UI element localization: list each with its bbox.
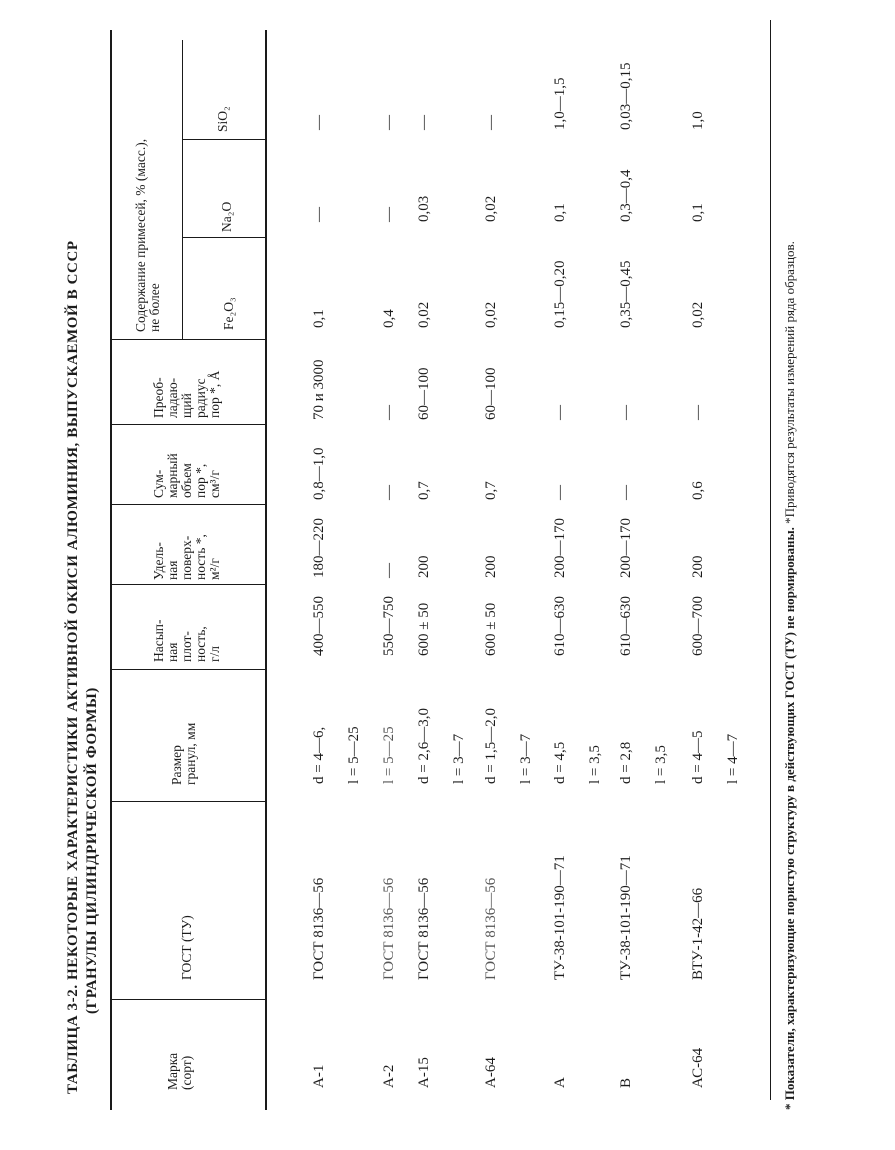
table-title-line-2: (ГРАНУЛЫ ЦИЛИНДРИЧЕСКОЙ ФОРМЫ) (84, 687, 100, 1014)
cell-volume: — (552, 485, 568, 500)
cell-density: 550—750 (381, 596, 397, 656)
cell-density: 600 ± 50 (416, 602, 432, 656)
cell-surface: 200 (483, 555, 499, 578)
col-sep-6 (112, 424, 265, 425)
cell-radius: 60—100 (483, 367, 499, 420)
cell-radius: — (618, 405, 634, 420)
cell-volume: 0,8—1,0 (311, 447, 327, 500)
header-radius: Преоб- ладаю- щий радиус пор *, Å (151, 370, 222, 418)
cell-na2o: 0,1 (690, 203, 706, 222)
cell-density: 610—630 (552, 596, 568, 656)
footnote (782, 30, 798, 1110)
cell-gost: ВТУ-1-42—66 (690, 887, 706, 980)
cell-size-l: l = 3—7 (451, 733, 467, 784)
col-sep-8 (182, 237, 265, 238)
footnote-rule (770, 20, 771, 1100)
cell-surface: 180—220 (311, 518, 327, 578)
cell-volume: — (381, 485, 397, 500)
cell-na2o: 0,02 (483, 195, 499, 222)
cell-sio2: 1,0—1,5 (552, 77, 568, 130)
cell-density: 400—550 (311, 596, 327, 656)
cell-gost: ГОСТ 8136—56 (381, 877, 397, 980)
cell-surface: 200—170 (552, 518, 568, 578)
cell-density: 610—630 (618, 596, 634, 656)
cell-sio2: 0,03—0,15 (618, 62, 634, 130)
cell-fe2o3: 0,02 (690, 301, 706, 328)
cell-radius: 60—100 (416, 367, 432, 420)
cell-size-d: d = 4,5 (552, 741, 568, 784)
header-na2o: Na₂O (219, 201, 234, 232)
cell-na2o: 0,1 (552, 203, 568, 222)
cell-radius: 70 и 3000 (311, 359, 327, 420)
cell-size-d: d = 2,6—3,0 (416, 708, 432, 784)
col-sep-9 (182, 139, 265, 140)
cell-sio2: — (416, 115, 432, 130)
cell-mark: А-2 (381, 1064, 397, 1088)
cell-radius: — (381, 405, 397, 420)
col-sep-2 (112, 801, 265, 802)
cell-volume: 0,7 (483, 481, 499, 500)
cell-na2o: 0,03 (416, 195, 432, 222)
cell-size-l: l = 3,5 (653, 745, 669, 784)
cell-surface: 200 (690, 555, 706, 578)
cell-sio2: — (483, 115, 499, 130)
cell-fe2o3: 0,02 (483, 301, 499, 328)
cell-sio2: 1,0 (690, 111, 706, 130)
cell-size-d: d = 4—5 (690, 730, 706, 784)
table-top-rule (110, 30, 112, 1110)
cell-gost: ГОСТ 8136—56 (483, 877, 499, 980)
col-sep-7 (112, 339, 265, 340)
cell-fe2o3: 0,4 (381, 309, 397, 328)
cell-mark: А-1 (311, 1064, 327, 1088)
cell-mark: АС-64 (690, 1047, 706, 1088)
cell-size-l: l = 5—25 (346, 726, 362, 784)
cell-sio2: — (311, 115, 327, 130)
cell-size-l: l = 4—7 (725, 733, 741, 784)
cell-gost: ТУ-38-101-190—71 (618, 855, 634, 980)
cell-fe2o3: 0,15—0,20 (552, 260, 568, 328)
cell-radius: — (552, 405, 568, 420)
cell-radius: — (690, 405, 706, 420)
impurities-subheader-rule (182, 40, 183, 340)
header-volume: Сум- марный объем пор *, см³/г (151, 453, 222, 498)
cell-surface: — (381, 563, 397, 578)
cell-na2o: — (381, 207, 397, 222)
cell-mark: А-64 (483, 1057, 499, 1088)
table-title-line-1: ТАБЛИЦА 3-2. НЕКОТОРЫЕ ХАРАКТЕРИСТИКИ АКТИВНОЙ ОКИСИ АЛЮМИНИЯ, ВЫПУСКАЕМОЙ В СССР (65, 240, 81, 1094)
cell-size-d: d = 2,8 (618, 741, 634, 784)
cell-volume: 0,6 (690, 481, 706, 500)
cell-surface: 200 (416, 555, 432, 578)
cell-gost: ГОСТ 8136—56 (416, 877, 432, 980)
cell-size-d: l = 5—25 (381, 726, 397, 784)
header-gost: ГОСТ (ТУ) (179, 915, 194, 980)
header-density: Насып- ная плот- ность, г/л (151, 619, 222, 662)
cell-density: 600 ± 50 (483, 602, 499, 656)
cell-mark: А-15 (416, 1057, 432, 1088)
cell-na2o: — (311, 207, 327, 222)
footnote-lead: * Показатели, характеризующие пористую структуру в действующих ГОСТ (ТУ) не нормированы. (782, 527, 797, 1110)
cell-size-d: d = 1,5—2,0 (483, 708, 499, 784)
header-mark: Марка (сорт) (165, 1052, 194, 1090)
col-sep-4 (112, 584, 265, 585)
header-size: Размер гранул, мм (169, 722, 198, 785)
header-fe2o3: Fe₂O₃ (221, 297, 236, 330)
cell-gost: ТУ-38-101-190—71 (552, 855, 568, 980)
cell-fe2o3: 0,1 (311, 309, 327, 328)
cell-mark: В (618, 1077, 634, 1088)
cell-fe2o3: 0,35—0,45 (618, 260, 634, 328)
cell-surface: 200—170 (618, 518, 634, 578)
cell-na2o: 0,3—0,4 (618, 169, 634, 222)
header-sio2: SiO₂ (215, 106, 230, 132)
cell-gost: ГОСТ 8136—56 (311, 877, 327, 980)
col-sep-1 (112, 999, 265, 1000)
col-sep-3 (112, 669, 265, 670)
cell-volume: 0,7 (416, 481, 432, 500)
header-bottom-rule (265, 30, 267, 1110)
table-title (64, 54, 102, 1094)
header-impurities: Содержание примесей, % (масс.), не более (133, 138, 162, 332)
cell-density: 600—700 (690, 596, 706, 656)
cell-volume: — (618, 485, 634, 500)
cell-sio2: — (381, 115, 397, 130)
cell-mark: А (552, 1077, 568, 1088)
footnote-rest: *Приводятся результаты измерений ряда образцов. (782, 241, 797, 524)
cell-size-l: l = 3—7 (518, 733, 534, 784)
cell-size-l: l = 3,5 (587, 745, 603, 784)
header-surface: Удель- ная поверх- ность *, м²/г (151, 534, 222, 580)
cell-size-d: d = 4—6, (311, 726, 327, 784)
cell-fe2o3: 0,02 (416, 301, 432, 328)
